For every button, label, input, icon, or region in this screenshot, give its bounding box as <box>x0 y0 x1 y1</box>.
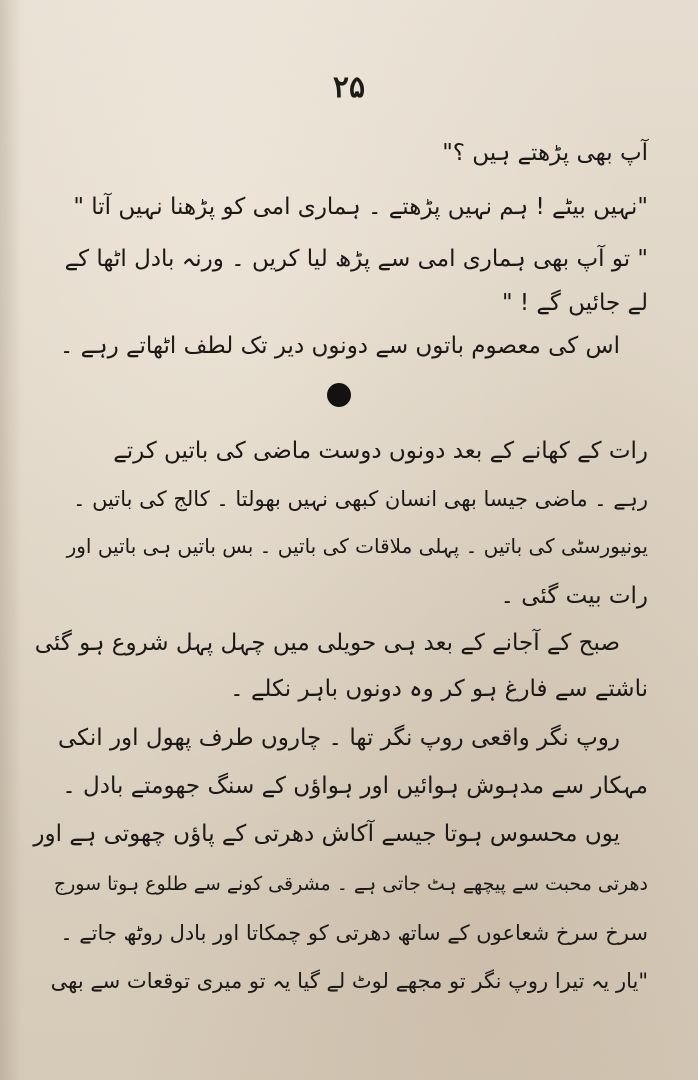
section-separator-dot <box>327 383 351 407</box>
page-edge-shadow <box>0 0 22 1080</box>
text-line-17: "یار یہ تیرا روپ نگر تو مجھے لوٹ لے گیا یہ تو میری توقعات سے بھی <box>50 969 648 993</box>
text-line-9: رات بیت گئی ۔ <box>500 583 648 609</box>
text-line-15: دھرتی محبت سے پیچھے ہٹ جاتی ہے ۔ مشرقی کونے سے طلوع ہوتا سورج <box>53 873 648 895</box>
text-line-6: رات کے کھانے کے بعد دونوں دوست ماضی کی باتیں کرتے <box>113 438 648 464</box>
text-line-10: صبح کے آجانے کے بعد ہی حویلی میں چہل پہل شروع ہو گئی <box>34 630 620 656</box>
text-line-12: روپ نگر واقعی روپ نگر تھا ۔ چاروں طرف پھول اور انکی <box>57 725 620 751</box>
text-line-4: لے جائیں گے ! " <box>501 290 648 316</box>
text-line-11: ناشتے سے فارغ ہو کر وہ دونوں باہر نکلے ۔ <box>230 676 648 702</box>
text-line-14: یوں محسوس ہوتا جیسے آکاش دھرتی کے پاؤں چھوتی ہے اور <box>33 821 620 847</box>
text-line-16: سرخ سرخ شعاعوں کے ساتھ دھرتی کو چمکاتا اور بادل روٹھ جاتے ۔ <box>60 921 648 945</box>
text-line-7: رہے ۔ ماضی جیسا بھی انسان کبھی نہیں بھولتا ۔ کالج کی باتیں ۔ <box>73 487 648 511</box>
text-line-1: آپ بھی پڑھتے ہیں ؟" <box>442 140 648 166</box>
page-number: ۲۵ <box>332 70 366 105</box>
text-line-3: " تو آپ بھی ہماری امی سے پڑھ لیا کریں ۔ ورنہ بادل اٹھا کے <box>64 246 648 272</box>
text-line-8: یونیورسٹی کی باتیں ۔ پہلی ملاقات کی باتیں ۔ بس باتیں ہی باتیں اور <box>66 534 648 558</box>
text-line-2: "نہیں بیٹے ! ہم نہیں پڑھتے ۔ ہماری امی کو پڑھنا نہیں آتا " <box>73 194 648 220</box>
text-line-5: اس کی معصوم باتوں سے دونوں دیر تک لطف اٹھاتے رہے ۔ <box>59 333 620 359</box>
text-line-13: مہکار سے مدہوش ہوائیں اور ہواؤں کے سنگ جھومتے بادل ۔ <box>62 773 648 799</box>
